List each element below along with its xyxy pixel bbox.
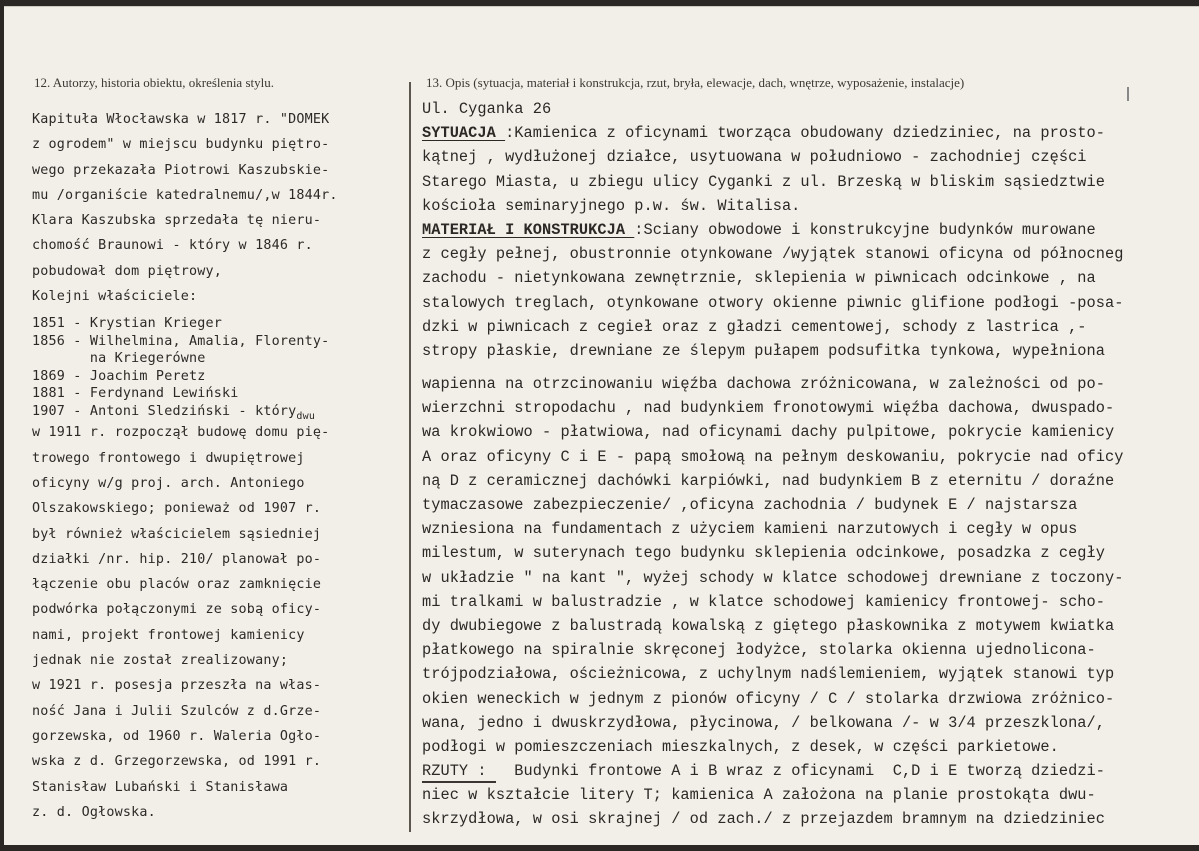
text-line: w układzie " na kant ", wyżej schody w klatce schodowej drewniane z toczony-	[422, 568, 1124, 587]
text-fragment: :Sciany obwodowe i konstrukcyjne budynków murowane	[634, 220, 1096, 239]
text-line: tymaczasowe zabezpieczenie/ ,oficyna zachodnia / budynek E / najstarsza	[422, 496, 1078, 514]
text-line: wska z d. Grzegorzewska, od 1991 r.	[32, 754, 322, 770]
text-line: Klara Kaszubska sprzedała tę nieru-	[32, 213, 322, 229]
text-line: stalowych treglach, otynkowane otwory okienne piwnic glifione podłogi -posa-	[422, 293, 1124, 312]
text-line: milestum, w suterynach tego budynku sklepienia odcinkowe, posadzka z cegły	[422, 544, 1105, 563]
text-line: wa krokwiowo - płatwiowa, nad oficynami dachy pulpitowe, pokrycie kamienicy	[422, 423, 1115, 442]
owner-entry: 1851 - Krystian Krieger	[32, 316, 223, 332]
section-13-heading: 13. Opis (sytuacja, materiał i konstrukcja, rzut, bryła, elewacje, dach, wnętrze, wyposażenie, instalacje)	[426, 75, 965, 90]
text-line: podłogi w pomieszczeniach mieszkalnych, z desek, w części parkietowe.	[422, 737, 1059, 756]
text-line: jednak nie został zrealizowany;	[32, 653, 289, 669]
text-line: wzniesiona na fundamentach z użyciem kamieni narzutowych i cegły w opus	[422, 520, 1078, 539]
text-line: mu /organiście katedralnemu/,w 1844r.	[32, 187, 338, 203]
rzuty-first-line	[422, 759, 1192, 783]
text-line: A oraz oficyny C i E - papą smołową na pełnym deskowaniu, pokrycie nad oficy	[422, 447, 1124, 466]
owner-entry: 1881 - Ferdynand Lewiński	[32, 386, 239, 402]
text-line: ną D z ceramicznej dachówki karpiówki, nad budynkiem B z eternitu / doraźne	[422, 471, 1115, 490]
document-page	[4, 6, 1199, 845]
text-line: dzki w piwnicach z cegieł oraz z gładzi cementowej, schody z lastrica ,-	[422, 317, 1087, 336]
text-line: gorzewska, od 1960 r. Waleria Ogło-	[32, 728, 322, 744]
address: Ul. Cyganka 26	[422, 100, 552, 118]
text-line: Starego Miasta, u zbiegu ulicy Cyganki z ul. Brzeską w bliskim sąsiedztwie	[422, 172, 1105, 191]
owner-entry: 1856 - Wilhelmina, Amalia, Florenty-	[32, 333, 330, 349]
text-line: mi tralkami w balustradzie , w klatce schodowej kamienicy frontowej- scho-	[422, 592, 1105, 611]
text-line: kątnej , wydłużonej działce, usytuowana w południowo - zachodniej części	[422, 148, 1087, 167]
text-line: niec w kształcie litery T; kamienica A założona na planie prostokąta dwu-	[422, 786, 1096, 805]
column-divider	[409, 82, 411, 832]
text-line: kościoła seminaryjnego p.w. św. Witalisa.	[422, 196, 801, 215]
owners-label: Kolejni właściciele:	[32, 289, 198, 305]
material-first-line	[422, 218, 1192, 242]
text-line: działki /nr. hip. 210/ planował po-	[32, 551, 322, 567]
text-fragment: Budynki frontowe A i B wraz z oficynami C,D i E tworzą dziedzi-	[495, 762, 1105, 781]
rzuty-label: RZUTY :	[422, 761, 496, 783]
text-line: w 1921 r. posesja przeszła na włas-	[32, 678, 322, 694]
text-line: płatkowego na spiralnie skręconej łodyżce, stolarka okienna ujednolicona-	[422, 641, 1096, 660]
history-column	[32, 107, 402, 825]
text-line: Olszakowskiego; ponieważ od 1907 r.	[32, 501, 322, 517]
owner-entry: 1869 - Joachim Peretz	[32, 368, 206, 384]
text-line: trowego frontowego i dwupiętrowej	[32, 450, 305, 466]
text-line: Kapituła Włocławska w 1817 r. "DOMEK	[32, 112, 330, 127]
text-line: nami, projekt frontowej kamienicy	[32, 627, 305, 643]
text-line: ność Jana i Julii Szulców z d.Grze-	[32, 703, 322, 719]
text-line: pobudował dom piętrowy,	[32, 263, 223, 279]
text-line: stropy płaskie, drewniane ze ślepym pułapem podsufitka tynkowa, wypełniona	[422, 341, 1105, 360]
text-line: łączenie obu placów oraz zamknięcie	[32, 577, 322, 593]
text-line: chomość Braunowi - który w 1846 r.	[32, 238, 313, 254]
material-label: MATERIAŁ I KONSTRUKCJA	[422, 220, 635, 239]
text-line: Stanisław Lubański i Stanisława	[32, 779, 289, 795]
text-line: w 1911 r. rozpoczął budowę domu pię-	[32, 425, 330, 441]
owner-entry	[32, 403, 402, 421]
subscript-note: dwu	[296, 410, 316, 422]
text-line: wana, jedno i dwuskrzydłowa, płycinowa, / belkowana /- w 3/4 przeszklona/,	[422, 713, 1105, 732]
text-line: skrzydłowa, w osi skrajnej / od zach./ z przejazdem bramnym na dziedziniec	[422, 810, 1105, 829]
sytuacja-label: SYTUACJA	[422, 124, 506, 143]
text-line: z. d. Ogłowska.	[32, 804, 156, 820]
text-fragment: :Kamienica z oficynami tworząca obudowany dziedziniec, na prosto-	[505, 124, 1106, 143]
text-line: z cegły pełnej, obustronnie otynkowane /wyjątek stanowi oficyna od północneg	[422, 245, 1124, 264]
section-12-heading: 12. Autorzy, historia obiektu, określenia stylu.	[34, 75, 274, 90]
text-line: wapienna na otrzcinowaniu więźba dachowa zróżnicowana, w zależności od po-	[422, 375, 1105, 394]
text-line: okien weneckich w jednym z pionów oficyny / C / stolarka drzwiowa zróżnico-	[422, 689, 1115, 708]
owner-text: 1907 - Antoni Sledziński - który	[32, 403, 297, 419]
text-line: z ogrodem" w miejscu budynku piętro-	[32, 137, 330, 153]
description-column	[422, 97, 1192, 832]
text-line: wego przekazała Piotrowi Kaszubskie-	[32, 162, 330, 178]
text-line: zachodu - nietynkowana zewnętrznie, sklepienia w piwnicach odcinkowe , na	[422, 269, 1096, 288]
sytuacja-first-line	[422, 121, 1192, 145]
text-line: trójpodziałowa, ościeżnicowa, z uchylnym nadślemieniem, wyjątek stanowi typ	[422, 665, 1115, 684]
owner-entry: na Kriegerówne	[32, 351, 206, 367]
text-line: był również właścicielem sąsiedniej	[32, 526, 322, 542]
text-line: oficyny w/g proj. arch. Antoniego	[32, 475, 305, 491]
text-line: dy dwubiegowe z balustradą kowalską z giętego płaskownika z motywem kwiatka	[422, 616, 1115, 635]
text-line: podwórka połączonymi ze sobą oficy-	[32, 602, 322, 618]
text-line: wierzchni stropodachu , nad budynkiem fronotowymi więźba dachowa, dwuspado-	[422, 399, 1115, 418]
